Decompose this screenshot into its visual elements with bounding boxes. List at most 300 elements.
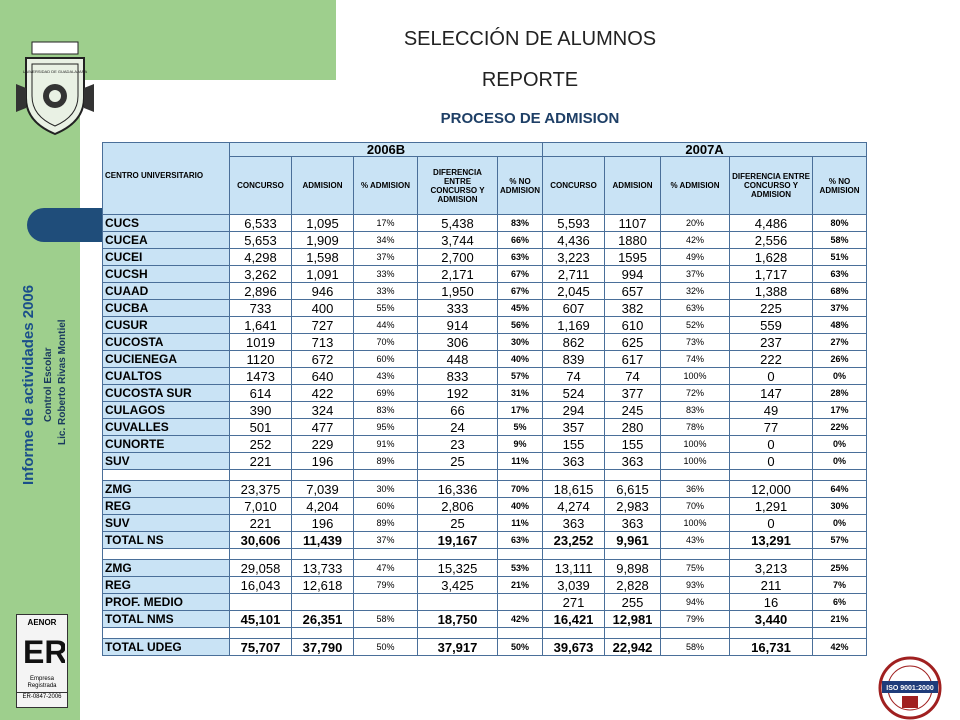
table-cell: 89%: [354, 453, 418, 470]
table-row: [103, 283, 867, 300]
table-cell: 100%: [661, 436, 730, 453]
table-cell: 12,618: [292, 577, 354, 594]
table-cell: 1,717: [730, 266, 813, 283]
table-cell: 67%: [498, 266, 543, 283]
table-cell: 7,039: [292, 481, 354, 498]
table-cell: 44%: [354, 317, 418, 334]
table-cell: 37,790: [292, 639, 354, 656]
table-cell: 66: [418, 402, 498, 419]
table-cell: 33%: [354, 283, 418, 300]
table-cell: 75,707: [230, 639, 292, 656]
table-cell: 19,167: [418, 532, 498, 549]
separator-cell: [354, 549, 418, 560]
admission-table-body: [103, 215, 867, 656]
table-cell: 3,223: [543, 249, 605, 266]
separator-row: [103, 628, 867, 639]
table-row: [103, 334, 867, 351]
table-cell: 15,325: [418, 560, 498, 577]
table-cell: 13,111: [543, 560, 605, 577]
table-cell: 30%: [813, 498, 867, 515]
table-cell: 17%: [354, 215, 418, 232]
table-cell: 70%: [354, 334, 418, 351]
row-label: CUALTOS: [103, 368, 230, 385]
separator-cell: [661, 549, 730, 560]
table-cell: 49%: [661, 249, 730, 266]
table-cell: 6,615: [605, 481, 661, 498]
table-cell: 57%: [813, 532, 867, 549]
table-cell: 95%: [354, 419, 418, 436]
separator-cell: [543, 628, 605, 639]
table-cell: 1120: [230, 351, 292, 368]
table-cell: 390: [230, 402, 292, 419]
separator-cell: [730, 628, 813, 639]
table-cell: 1880: [605, 232, 661, 249]
separator-cell: [813, 549, 867, 560]
table-cell: 155: [543, 436, 605, 453]
col-pct-no-admision: % NO ADMISION: [813, 157, 867, 215]
table-cell: 51%: [813, 249, 867, 266]
table-cell: 13,733: [292, 560, 354, 577]
table-cell: 28%: [813, 385, 867, 402]
aenor-label: AENOR: [27, 618, 57, 627]
table-cell: 255: [605, 594, 661, 611]
table-cell: 83%: [498, 215, 543, 232]
table-cell: 914: [418, 317, 498, 334]
col-diferencia: DIFERENCIA ENTRE CONCURSO Y ADMISION: [730, 157, 813, 215]
table-cell: 640: [292, 368, 354, 385]
row-label: TOTAL UDEG: [103, 639, 230, 656]
table-cell: 1,091: [292, 266, 354, 283]
row-label: ZMG: [103, 560, 230, 577]
table-row: [103, 419, 867, 436]
separator-cell: [730, 549, 813, 560]
table-cell: 50%: [498, 639, 543, 656]
table-cell: 100%: [661, 453, 730, 470]
separator-row: [103, 549, 867, 560]
row-label: CUCBA: [103, 300, 230, 317]
col-admision: ADMISION: [292, 157, 354, 215]
page-subtitle: REPORTE: [481, 69, 579, 91]
table-cell: 37%: [354, 249, 418, 266]
table-cell: 1019: [230, 334, 292, 351]
col-pct-admision: % ADMISION: [661, 157, 730, 215]
row-label: SUV: [103, 453, 230, 470]
col-diferencia: DIFERENCIA ENTRE CONCURSO Y ADMISION: [418, 157, 498, 215]
table-row: [103, 515, 867, 532]
table-cell: 211: [730, 577, 813, 594]
table-cell: 1,291: [730, 498, 813, 515]
table-cell: 280: [605, 419, 661, 436]
table-row: [103, 532, 867, 549]
table-cell: 524: [543, 385, 605, 402]
separator-cell: [354, 470, 418, 481]
row-label: CUCS: [103, 215, 230, 232]
table-cell: 946: [292, 283, 354, 300]
table-cell: 80%: [813, 215, 867, 232]
separator-cell: [103, 549, 230, 560]
table-cell: 25: [418, 515, 498, 532]
table-row: [103, 436, 867, 453]
table-cell: 422: [292, 385, 354, 402]
table-row: [103, 385, 867, 402]
table-row: [103, 317, 867, 334]
table-cell: 23,252: [543, 532, 605, 549]
table-cell: 672: [292, 351, 354, 368]
er-mark-icon: [17, 627, 65, 671]
page-title: SELECCIÓN DE ALUMNOS: [403, 28, 657, 50]
table-cell: 3,262: [230, 266, 292, 283]
separator-cell: [605, 628, 661, 639]
table-cell: 74%: [661, 351, 730, 368]
separator-cell: [230, 470, 292, 481]
table-cell: 324: [292, 402, 354, 419]
table-cell: 42%: [813, 639, 867, 656]
table-cell: 221: [230, 453, 292, 470]
table-cell: 43%: [354, 368, 418, 385]
table-cell: 4,298: [230, 249, 292, 266]
table-cell: 31%: [498, 385, 543, 402]
table-cell: 77: [730, 419, 813, 436]
table-cell: 60%: [354, 351, 418, 368]
table-cell: 63%: [498, 249, 543, 266]
table-cell: 221: [230, 515, 292, 532]
row-label: TOTAL NS: [103, 532, 230, 549]
table-cell: 40%: [498, 498, 543, 515]
separator-cell: [292, 470, 354, 481]
row-label: CUCIENEGA: [103, 351, 230, 368]
table-cell: 252: [230, 436, 292, 453]
row-label: CUVALLES: [103, 419, 230, 436]
row-label: CUCSH: [103, 266, 230, 283]
table-cell: 9%: [498, 436, 543, 453]
table-cell: 1,388: [730, 283, 813, 300]
col-concurso: CONCURSO: [543, 157, 605, 215]
table-cell: 4,204: [292, 498, 354, 515]
table-cell: 66%: [498, 232, 543, 249]
row-label: SUV: [103, 515, 230, 532]
table-cell: 83%: [354, 402, 418, 419]
table-cell: 12,000: [730, 481, 813, 498]
row-label: CUNORTE: [103, 436, 230, 453]
table-cell: 4,436: [543, 232, 605, 249]
table-row: [103, 300, 867, 317]
table-cell: 79%: [661, 611, 730, 628]
table-cell: 727: [292, 317, 354, 334]
table-cell: 0: [730, 436, 813, 453]
table-cell: 32%: [661, 283, 730, 300]
table-cell: 363: [605, 453, 661, 470]
row-label: PROF. MEDIO: [103, 594, 230, 611]
table-cell: 625: [605, 334, 661, 351]
table-cell: 16,731: [730, 639, 813, 656]
table-cell: 21%: [498, 577, 543, 594]
table-cell: 17%: [813, 402, 867, 419]
table-cell: 3,213: [730, 560, 813, 577]
table-cell: 64%: [813, 481, 867, 498]
table-row: [103, 402, 867, 419]
table-cell: 713: [292, 334, 354, 351]
table-cell: 23: [418, 436, 498, 453]
table-cell: [230, 594, 292, 611]
table-cell: 5,653: [230, 232, 292, 249]
header-period-2007a: 2007A: [543, 143, 867, 157]
row-label: CUCEA: [103, 232, 230, 249]
separator-cell: [543, 549, 605, 560]
table-row: [103, 351, 867, 368]
table-cell: 833: [418, 368, 498, 385]
table-cell: 222: [730, 351, 813, 368]
table-cell: 52%: [661, 317, 730, 334]
table-cell: 16,336: [418, 481, 498, 498]
table-cell: 245: [605, 402, 661, 419]
table-row: [103, 481, 867, 498]
row-label: CUAAD: [103, 283, 230, 300]
table-cell: 34%: [354, 232, 418, 249]
separator-cell: [498, 549, 543, 560]
table-row: [103, 611, 867, 628]
separator-cell: [103, 628, 230, 639]
table-cell: 1473: [230, 368, 292, 385]
table-cell: 3,440: [730, 611, 813, 628]
table-cell: 1107: [605, 215, 661, 232]
table-cell: 48%: [813, 317, 867, 334]
separator-cell: [730, 470, 813, 481]
col-pct-admision: % ADMISION: [354, 157, 418, 215]
table-cell: 192: [418, 385, 498, 402]
table-cell: 357: [543, 419, 605, 436]
table-cell: 0: [730, 515, 813, 532]
aenor-registered-line2: Registrada: [27, 683, 57, 689]
table-cell: 74: [543, 368, 605, 385]
table-cell: 1595: [605, 249, 661, 266]
table-row: [103, 560, 867, 577]
separator-cell: [813, 470, 867, 481]
table-cell: 237: [730, 334, 813, 351]
table-cell: 0%: [813, 515, 867, 532]
table-cell: 73%: [661, 334, 730, 351]
table-cell: 100%: [661, 368, 730, 385]
table-cell: 43%: [661, 532, 730, 549]
separator-cell: [418, 470, 498, 481]
table-cell: 400: [292, 300, 354, 317]
table-cell: 9,961: [605, 532, 661, 549]
table-cell: 1,641: [230, 317, 292, 334]
table-cell: 0%: [813, 368, 867, 385]
table-cell: 23,375: [230, 481, 292, 498]
table-cell: 18,615: [543, 481, 605, 498]
table-cell: 196: [292, 515, 354, 532]
table-cell: 57%: [498, 368, 543, 385]
table-cell: 657: [605, 283, 661, 300]
table-cell: 26,351: [292, 611, 354, 628]
table-cell: 45%: [498, 300, 543, 317]
header-centro-universitario: CENTRO UNIVERSITARIO: [103, 143, 230, 215]
table-cell: 22%: [813, 419, 867, 436]
table-cell: 4,274: [543, 498, 605, 515]
table-cell: 147: [730, 385, 813, 402]
table-cell: 72%: [661, 385, 730, 402]
table-cell: 27%: [813, 334, 867, 351]
table-row: [103, 577, 867, 594]
table-cell: 363: [605, 515, 661, 532]
table-cell: 30,606: [230, 532, 292, 549]
separator-cell: [543, 470, 605, 481]
table-row: [103, 453, 867, 470]
table-cell: 196: [292, 453, 354, 470]
table-cell: 21%: [813, 611, 867, 628]
row-label: REG: [103, 577, 230, 594]
table-cell: 45,101: [230, 611, 292, 628]
table-cell: 1,950: [418, 283, 498, 300]
table-cell: 994: [605, 266, 661, 283]
table-cell: 78%: [661, 419, 730, 436]
row-label: CUSUR: [103, 317, 230, 334]
table-cell: 49: [730, 402, 813, 419]
table-cell: 363: [543, 515, 605, 532]
table-cell: 2,556: [730, 232, 813, 249]
table-cell: 2,700: [418, 249, 498, 266]
table-row: [103, 368, 867, 385]
table-cell: 30%: [354, 481, 418, 498]
table-cell: 70%: [498, 481, 543, 498]
table-cell: 3,744: [418, 232, 498, 249]
row-label: CUCEI: [103, 249, 230, 266]
separator-cell: [498, 470, 543, 481]
admission-table: [102, 142, 867, 656]
table-cell: 382: [605, 300, 661, 317]
table-cell: 42%: [661, 232, 730, 249]
table-row: [103, 639, 867, 656]
table-cell: 63%: [813, 266, 867, 283]
table-cell: 16,421: [543, 611, 605, 628]
table-cell: 11%: [498, 515, 543, 532]
aenor-registered-line1: Empresa: [29, 676, 54, 682]
table-row: [103, 498, 867, 515]
table-cell: 39,673: [543, 639, 605, 656]
table-cell: 63%: [661, 300, 730, 317]
table-cell: 477: [292, 419, 354, 436]
table-cell: 100%: [661, 515, 730, 532]
table-row: [103, 215, 867, 232]
table-cell: 60%: [354, 498, 418, 515]
table-cell: 0: [730, 453, 813, 470]
table-cell: 5,438: [418, 215, 498, 232]
table-cell: 306: [418, 334, 498, 351]
table-cell: 839: [543, 351, 605, 368]
aenor-code: ER-0847-2006: [17, 692, 67, 701]
table-cell: 2,711: [543, 266, 605, 283]
table-cell: 17%: [498, 402, 543, 419]
table-cell: [498, 594, 543, 611]
table-row: [103, 266, 867, 283]
table-cell: [292, 594, 354, 611]
table-cell: 16,043: [230, 577, 292, 594]
table-cell: 89%: [354, 515, 418, 532]
table-cell: 559: [730, 317, 813, 334]
separator-cell: [605, 549, 661, 560]
separator-cell: [354, 628, 418, 639]
svg-text:ER: ER: [23, 634, 65, 670]
table-cell: 69%: [354, 385, 418, 402]
table-cell: 377: [605, 385, 661, 402]
table-cell: 12,981: [605, 611, 661, 628]
table-cell: 229: [292, 436, 354, 453]
table-cell: 37%: [661, 266, 730, 283]
table-cell: 36%: [661, 481, 730, 498]
separator-cell: [230, 549, 292, 560]
row-label: REG: [103, 498, 230, 515]
seal-text: UNIVERSIDAD DE GUADALAJARA: [22, 69, 88, 74]
table-cell: 40%: [498, 351, 543, 368]
table-cell: 7%: [813, 577, 867, 594]
table-cell: 607: [543, 300, 605, 317]
table-cell: 24: [418, 419, 498, 436]
header-period-2006b: 2006B: [230, 143, 543, 157]
university-seal-logo: [12, 38, 98, 138]
table-row: [103, 594, 867, 611]
table-cell: 33%: [354, 266, 418, 283]
table-cell: 225: [730, 300, 813, 317]
table-cell: 68%: [813, 283, 867, 300]
separator-cell: [661, 470, 730, 481]
separator-row: [103, 470, 867, 481]
aenor-certification-logo: [16, 614, 68, 708]
table-cell: 18,750: [418, 611, 498, 628]
department-label: Control Escolar: [43, 347, 54, 423]
table-cell: 42%: [498, 611, 543, 628]
table-cell: 56%: [498, 317, 543, 334]
table-cell: 271: [543, 594, 605, 611]
iso-badge-text: ISO 9001:2000: [886, 685, 934, 692]
table-cell: 47%: [354, 560, 418, 577]
table-cell: 0%: [813, 453, 867, 470]
table-cell: 79%: [354, 577, 418, 594]
table-cell: 20%: [661, 215, 730, 232]
table-cell: 862: [543, 334, 605, 351]
table-cell: 30%: [498, 334, 543, 351]
row-label: CUCOSTA SUR: [103, 385, 230, 402]
row-label: CUCOSTA: [103, 334, 230, 351]
table-cell: 26%: [813, 351, 867, 368]
table-cell: 614: [230, 385, 292, 402]
iso-certification-badge: [876, 656, 944, 720]
table-cell: 13,291: [730, 532, 813, 549]
table-cell: 55%: [354, 300, 418, 317]
separator-cell: [230, 628, 292, 639]
table-cell: 70%: [661, 498, 730, 515]
separator-cell: [292, 549, 354, 560]
table-cell: 2,983: [605, 498, 661, 515]
table-cell: 4,486: [730, 215, 813, 232]
separator-cell: [813, 628, 867, 639]
table-cell: 1,628: [730, 249, 813, 266]
table-cell: 3,425: [418, 577, 498, 594]
table-cell: 93%: [661, 577, 730, 594]
separator-cell: [605, 470, 661, 481]
table-cell: 6,533: [230, 215, 292, 232]
separator-cell: [103, 470, 230, 481]
table-cell: 617: [605, 351, 661, 368]
table-row: [103, 232, 867, 249]
report-title: Informe de actividades 2006: [20, 284, 37, 486]
table-cell: 16: [730, 594, 813, 611]
table-cell: 1,095: [292, 215, 354, 232]
table-cell: 94%: [661, 594, 730, 611]
table-cell: 6%: [813, 594, 867, 611]
table-cell: 25%: [813, 560, 867, 577]
table-cell: 11,439: [292, 532, 354, 549]
separator-cell: [661, 628, 730, 639]
